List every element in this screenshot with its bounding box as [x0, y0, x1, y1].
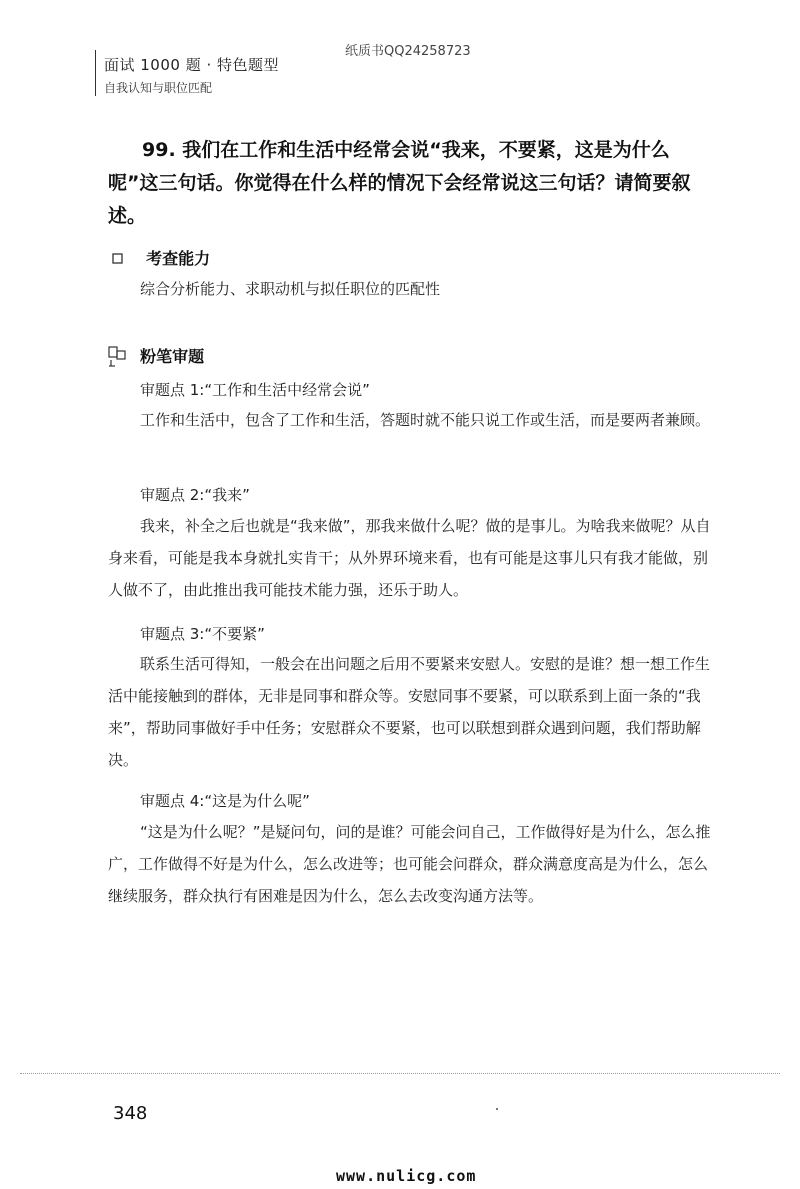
page-number: 348 [113, 1103, 148, 1124]
point-2-text: 我来，补全之后也就是“我来做”，那我来做什么呢？做的是事儿。为啥我来做呢？从自身来看，可能是我本身就扎实肯干；从外界环境来看，也有可能是这事儿只有我才能做，别人做不了，由此推出我可能技术能力强，还乐于助人。 [108, 517, 711, 599]
point-3-label: 审题点 3:“不要紧” [140, 625, 265, 643]
ability-text: 综合分析能力、求职动机与拟任职位的匹配性 [140, 280, 441, 298]
point-3-text: 联系生活可得知，一般会在出问题之后用不要紧来安慰人。安慰的是谁？想一想工作生活中能接触到的群体，无非是同事和群众等。安慰同事不要紧，可以联系到上面一条的“我来”，帮助同事做好手中任务；安慰群众不要紧，也可以联想到群众遇到问题，我们帮助解决。 [108, 655, 711, 769]
ability-title: 考查能力 [146, 249, 211, 268]
point-4-text: “这是为什么呢？”是疑问句，问的是谁？可能会问自己，工作做得好是为什么，怎么推广，工作做得不好是为什么，怎么改进等；也可能会问群众，群众满意度高是为什么，怎么继续服务，群众执行有困难是因为什么，怎么去改变沟通方法等。 [108, 823, 711, 905]
point-1-text: 工作和生活中，包含了工作和生活，答题时就不能只说工作或生活，而是要两者兼顾。 [140, 411, 711, 429]
ability-section-header [112, 246, 210, 269]
watermark-bottom: www.nulicg.com [336, 1167, 477, 1185]
running-header-subtitle: 自我认知与职位匹配 [104, 81, 213, 95]
header-divider [95, 50, 96, 96]
checkbox-icon [112, 253, 128, 268]
analysis-title: 粉笔审题 [140, 347, 205, 366]
analysis-section-header [107, 344, 204, 368]
watermark-top: 纸质书QQ24258723 [345, 44, 471, 59]
running-header-title: 面试 1000 题 · 特色题型 [104, 56, 280, 74]
point-1-label: 审题点 1:“工作和生活中经常会说” [140, 381, 370, 399]
question-text: 99. 我们在工作和生活中经常会说“我来，不要紧，这是为什么呢”这三句话。你觉得在什么样的情况下会经常说这三句话？请简要叙述。 [108, 139, 691, 227]
point-4-label: 审题点 4:“这是为什么呢” [140, 792, 310, 810]
scan-dot [496, 1108, 498, 1110]
point-2-label: 审题点 2:“我来” [140, 486, 250, 504]
pen-book-icon [107, 347, 132, 366]
scan-artifact-line [20, 1073, 780, 1075]
